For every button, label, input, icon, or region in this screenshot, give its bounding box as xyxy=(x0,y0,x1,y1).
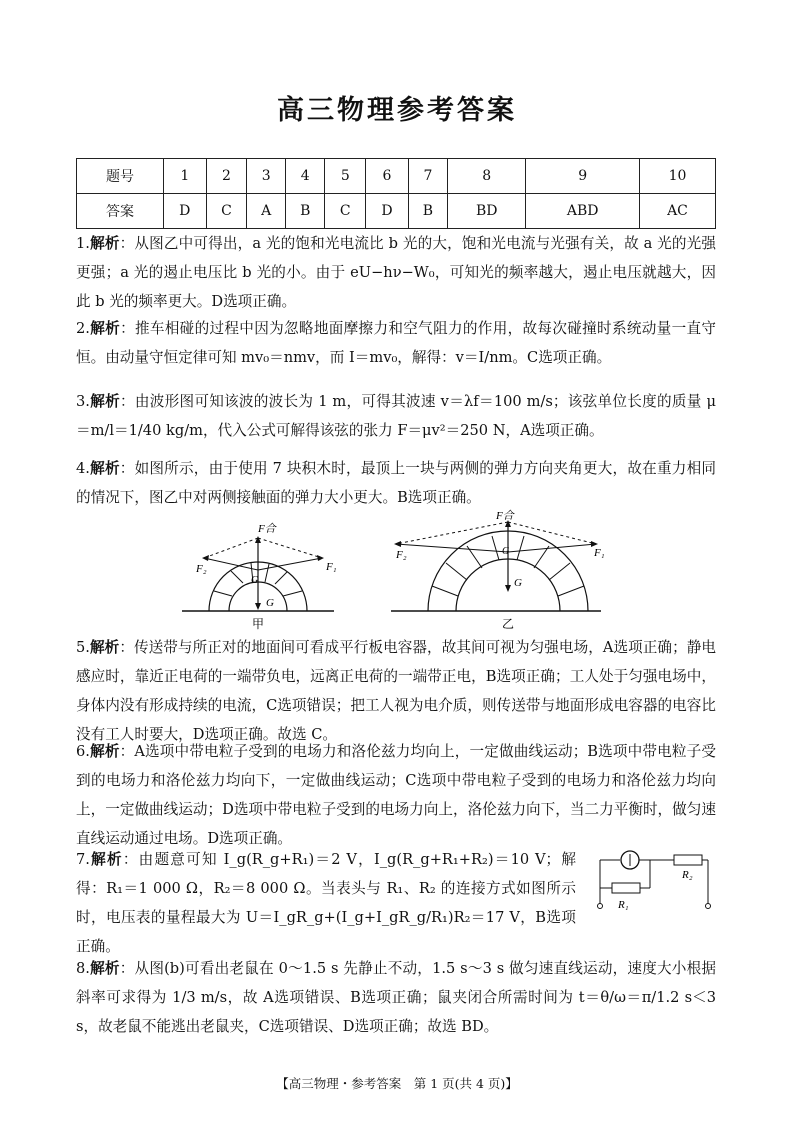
question-8 xyxy=(76,954,716,1041)
question-7 xyxy=(76,845,576,961)
r2-resistor xyxy=(674,855,702,865)
question-text: ：传送带与所正对的地面间可看成平行板电容器，故其间可视为匀强电场，A选项正确；静电感应时，靠近正电荷的一端带负电，远离正电荷的一端带正电，B选项正确；工人处于匀强电场中，身体内没有形成持续的电流，C选项错误；把工人视为电介质，则传送带与地面形成电容器的电容比没有工人时要大，D选项正确。故选 C。 xyxy=(76,639,716,743)
table-cell: A xyxy=(247,194,286,229)
analysis-label: 解析 xyxy=(89,851,123,868)
table-row xyxy=(77,159,716,194)
question-1 xyxy=(76,229,716,316)
table-cell: D xyxy=(366,194,409,229)
table-cell: 3 xyxy=(247,159,286,194)
analysis-label: 解析 xyxy=(89,960,120,977)
table-header-cell: 答案 xyxy=(77,194,164,229)
question-6 xyxy=(76,737,716,853)
question-2 xyxy=(76,314,716,372)
table-cell: BD xyxy=(448,194,526,229)
f1-label: F₁ xyxy=(326,561,337,573)
r1-label: R₁ xyxy=(618,899,629,911)
table-cell: 2 xyxy=(206,159,247,194)
right-caption: 乙 xyxy=(502,617,515,630)
table-cell: 10 xyxy=(639,159,715,194)
analysis-label: 解析 xyxy=(89,639,120,656)
question-number: 4. xyxy=(76,460,90,477)
analysis-label: 解析 xyxy=(89,460,120,477)
table-header-cell: 题号 xyxy=(77,159,164,194)
f2-label: F₂ xyxy=(196,563,207,575)
g-top-label: G xyxy=(251,575,259,586)
table-cell: 6 xyxy=(366,159,409,194)
table-cell: C xyxy=(206,194,247,229)
table-cell: AC xyxy=(639,194,715,229)
table-cell: D xyxy=(164,194,207,229)
question-3 xyxy=(76,387,716,445)
question-text: ：推车相碰的过程中因为忽略地面摩擦力和空气阻力的作用，故每次碰撞时系统动量一直守恒。由动量守恒定律可知 mv₀＝nmv，而 I＝mv₀，解得：v＝I/nm。C选项正确。 xyxy=(76,320,716,366)
table-cell: 9 xyxy=(526,159,640,194)
f-sum-label: F合 xyxy=(258,523,276,535)
table-cell: ABD xyxy=(526,194,640,229)
r1-resistor xyxy=(612,883,640,893)
left-caption: 甲 xyxy=(252,617,265,630)
analysis-label: 解析 xyxy=(89,320,121,337)
circuit-diagram xyxy=(590,846,714,914)
question-text: ：如图所示，由于使用 7 块积木时，最顶上一块与两侧的弹力方向夹角更大，故在重力相同的情况下，图乙中对两侧接触面的弹力大小更大。B选项正确。 xyxy=(76,460,716,506)
question-5 xyxy=(76,633,716,749)
page-title: 高三物理参考答案 xyxy=(277,95,517,126)
question-number: 2. xyxy=(76,320,90,337)
table-cell: 4 xyxy=(286,159,325,194)
question-4 xyxy=(76,454,716,512)
analysis-label: 解析 xyxy=(89,235,120,252)
r2-label: R₂ xyxy=(682,869,693,881)
question-text: ：从图(b)可看出老鼠在 0～1.5 s 先静止不动，1.5 s～3 s 做匀速直线运动，速度大小根据斜率可求得为 1/3 m/s，故 A选项错误、B选项正确；鼠夹闭合所需时间为 t＝θ/ω＝π/1.2 s＜3 s，故老鼠不能逃出老鼠夹，C选项错误、D选项正确；故选 BD。 xyxy=(76,960,716,1035)
table-cell: B xyxy=(286,194,325,229)
table-cell: B xyxy=(408,194,447,229)
question-text: ：从图乙中可得出，a 光的饱和光电流比 b 光的大，饱和光电流与光强有关，故 a 光的光强更强；a 光的遏止电压比 b 光的小。由于 eU−hν−W₀，可知光的频率越大，遏止电压就越大，因此 b 光的频率更大。D选项正确。 xyxy=(76,235,716,310)
table-cell: C xyxy=(325,194,366,229)
arch-force-diagram xyxy=(176,508,606,630)
table-cell: 1 xyxy=(164,159,207,194)
question-number: 6. xyxy=(76,743,90,760)
g-top-label: G xyxy=(502,546,510,557)
table-cell: 7 xyxy=(408,159,447,194)
question-number: 1. xyxy=(76,235,90,252)
table-cell: 5 xyxy=(325,159,366,194)
f-sum-label: F合 xyxy=(496,510,514,522)
question-text: ：由题意可知 I_g(R_g+R₁)＝2 V，I_g(R_g+R₁+R₂)＝10 V；解得：R₁＝1 000 Ω，R₂＝8 000 Ω。当表头与 R₁、R₂ 的连接方式如图所示时，电压表的量程最大为 U＝I_gR_g+(I_g+I_gR_g/R₁)R₂＝17 V，B选项正确。 xyxy=(76,851,576,955)
question-number: 3. xyxy=(76,393,90,410)
g-label: G xyxy=(266,597,274,609)
table-row xyxy=(77,194,716,229)
f1-label: F₁ xyxy=(594,547,605,559)
analysis-label: 解析 xyxy=(89,743,120,760)
question-text: ：由波形图可知该波的波长为 1 m，可得其波速 v＝λf＝100 m/s；该弦单位长度的质量 μ＝m/l＝1/40 kg/m，代入公式可解得该弦的张力 F＝μv²＝250 N，A选项正确。 xyxy=(76,393,716,439)
question-number: 8. xyxy=(76,960,90,977)
f2-label: F₂ xyxy=(396,549,407,561)
table-cell: 8 xyxy=(448,159,526,194)
question-text: ：A选项中带电粒子受到的电场力和洛伦兹力均向上，一定做曲线运动；B选项中带电粒子受到的电场力和洛伦兹力均向下，一定做曲线运动；C选项中带电粒子受到的电场力和洛伦兹力均向上，一定做曲线运动；D选项中带电粒子受到的电场力向上，洛伦兹力向下，当二力平衡时，做匀速直线运动通过电场。D选项正确。 xyxy=(76,743,716,847)
question-number: 7. xyxy=(76,851,90,868)
g-label: G xyxy=(514,577,522,589)
question-number: 5. xyxy=(76,639,90,656)
analysis-label: 解析 xyxy=(89,393,120,410)
answer-table xyxy=(76,158,716,229)
page-footer: 【高三物理・参考答案 第 1 页(共 4 页)】 xyxy=(276,1076,518,1091)
